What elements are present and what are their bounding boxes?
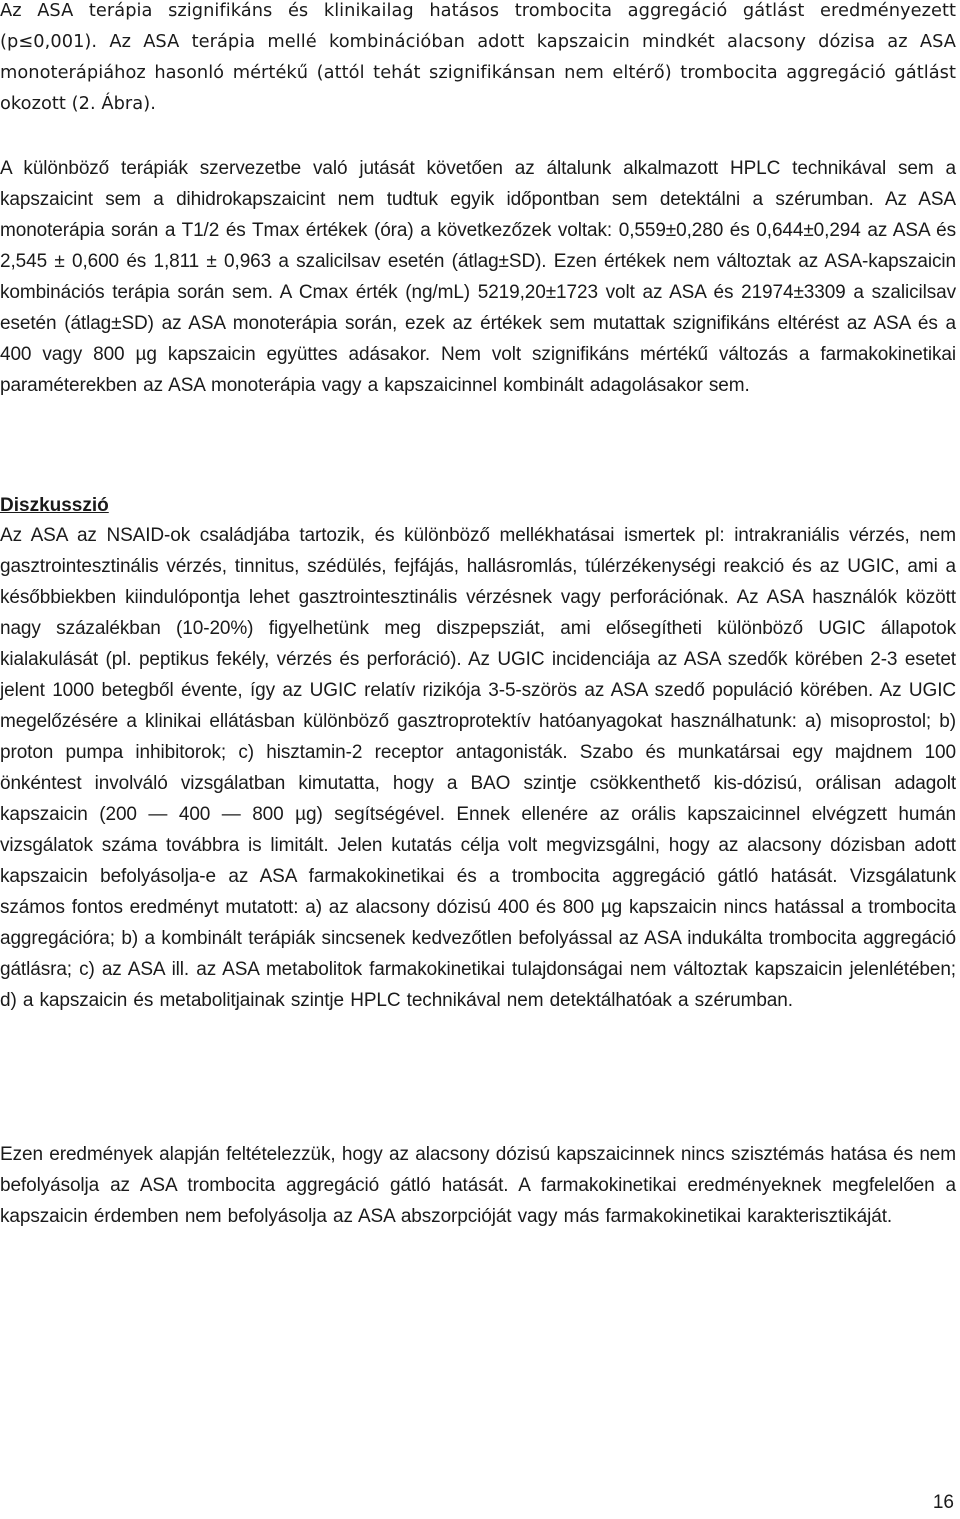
page-number: 16 xyxy=(932,1492,954,1513)
discussion-paragraph: Az ASA az NSAID-ok családjába tartozik, és különböző mellékhatásai ismertek pl: intrakraniális vérzés, nem gasztrointesztinális vérzés, tinnitus, szédülés, fejfájás, hallásromlás, túlérzékenységi reakció és az UGIC, ami a későbbiekben kiindulópontja lehet gasztrointesztinális vérzésnek vagy perforációnak. Az ASA használók között nagy százalékban (10-20%) figyelhetünk meg diszpepsziát, ami elősegítheti különböző UGIC állapotok kialakulását (pl. peptikus fekély, vérzés és perforáció). Az UGIC incidenciája az ASA szedők körében 2-3 esetet jelent 1000 betegből évente, így az UGIC relatív rizikója 3-5-szörös az ASA szedő populáció körében. Az UGIC megelőzésére a klinikai ellátásban különböző gasztroprotektív hatóanyagokat használhatunk: a) misoprostol; b) proton pumpa inhibitorok; c) hisztamin-2 receptor antagonisták. Szabo és munkatársai egy majdnem 100 önkéntest involváló vizsgálatban kimutatta, hogy a BAO szintje csökkenthető kis-dózisú, orálisan adagolt kapszaicin (200 — 400 — 800 µg) segítségével. Ennek ellenére az orális kapszaicinnel elvégzett humán vizsgálatok száma továbbra is limitált. Jelen kutatás célja volt megvizsgálni, hogy az alacsony dózisban adott kapszaicin befolyásolja-e az ASA farmakokinetikai és a trombocita aggregáció gátló hatását. Vizsgálatunk számos fontos eredményt mutatott: a) az alacsony dózisú 400 és 800 µg kapszaicin nincs hatással a trombocita aggregációra; b) a kombinált terápiák sincsenek kedvezőtlen befolyással az ASA indukálta trombocita aggregáció gátlásra; c) az ASA ill. az ASA metabolitok farmakokinetikai tulajdonságai nem változtak kapszaicin jelenlétében; d) a kapszaicin és metabolitjainak szintje HPLC technikával nem detektálhatóak a szérumban. xyxy=(0,525,956,1011)
results-paragraph-aggregation: Az ASA terápia szignifikáns és klinikailag hatásos trombocita aggregáció gátlást eredményezett (p≤0,001). Az ASA terápia mellé kombinációban adott kapszaicin mindkét alacsony dózisa az ASA monoterápiához hasonló mértékű (attól tehát szignifikánsan nem eltérő) trombocita aggregáció gátlást okozott (2. Ábra). xyxy=(0,0,956,114)
conclusion-paragraph: Ezen eredmények alapján feltételezzük, hogy az alacsony dózisú kapszaicinnek nincs szisztémás hatása és nem befolyásolja az ASA trombocita aggregáció gátló hatását. A farmakokinetikai eredményeknek megfelelően a kapszaicin érdemben nem befolyásolja az ASA abszorpcióját vagy más farmakokinetikai karakterisztikáját. xyxy=(0,1144,956,1227)
section-heading-discussion: Diszkusszió xyxy=(0,495,109,516)
results-paragraph-pharmacokinetics: A különböző terápiák szervezetbe való jutását követően az általunk alkalmazott HPLC technikával sem a kapszaicint sem a dihidrokapszaicint nem tudtuk egyik időpontban sem detektálni a szérumban. Az ASA monoterápia során a T1/2 és Tmax értékek (óra) a következőzek voltak: 0,559±0,280 és 0,644±0,294 az ASA és 2,545 ± 0,600 és 1,811 ± 0,963 a szalicilsav esetén (átlag±SD). Ezen értékek nem változtak az ASA-kapszaicin kombinációs terápia során sem. A Cmax érték (ng/mL) 5219,20±1723 volt az ASA és 21974±3309 a szalicilsav esetén (átlag±SD) az ASA monoterápia során, ezek az értékek sem mutattak szignifikáns eltérést az ASA és a 400 vagy 800 µg kapszaicin együttes adásakor. Nem volt szignifikáns mértékű változás a farmakokinetikai paraméterekben az ASA monoterápia vagy a kapszaicinnel kombinált adagolásakor sem. xyxy=(0,158,956,396)
